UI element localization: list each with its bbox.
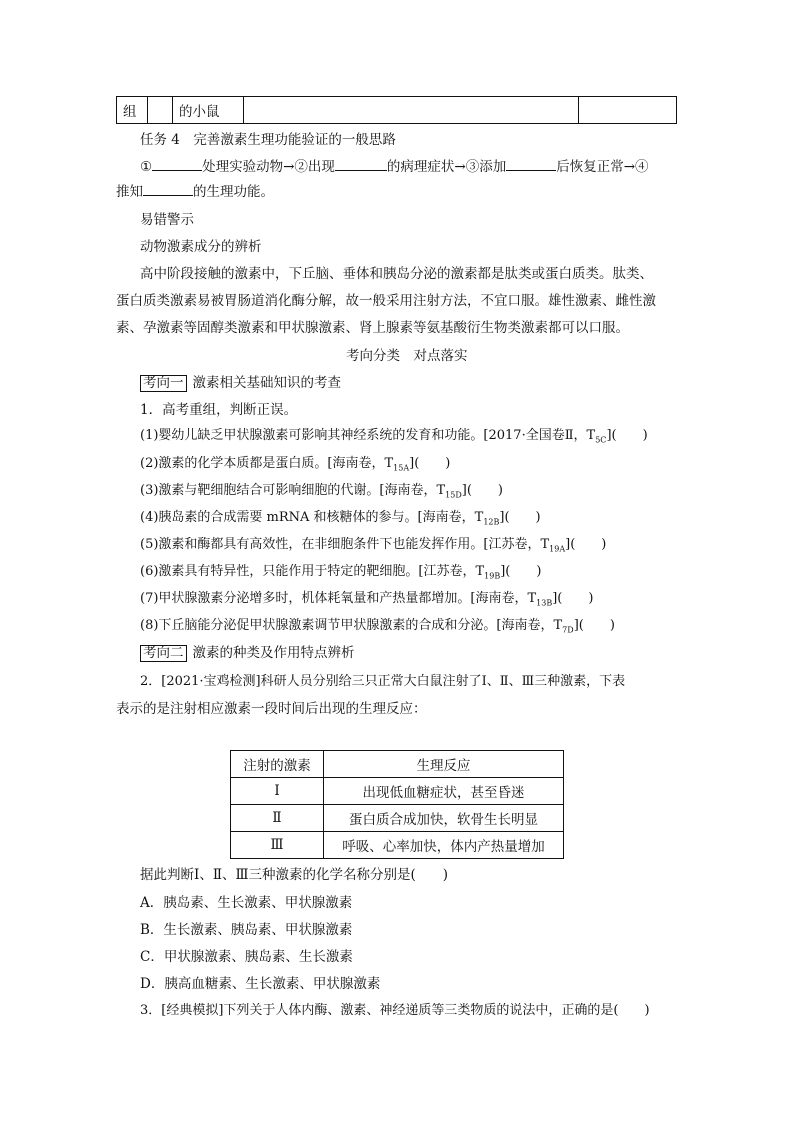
table-cell [244, 97, 579, 124]
judgement-item [140, 614, 615, 635]
fill-blank [506, 158, 556, 171]
item-end: ]( ) [409, 456, 451, 471]
item-text: (4)胰岛素的合成需要 mRNA 和核糖体的参与。[海南卷，T [140, 510, 484, 525]
task4-text: 处理实验动物→②出现 [202, 159, 335, 175]
task4-text: ① [140, 159, 153, 175]
task4-heading: 任务 4 完善激素生理功能验证的一般思路 [140, 132, 396, 148]
question2-stem-line: 表示的是注射相应激素一段时间后出现的生理反应： [116, 701, 427, 717]
item-text: (8)下丘脑能分泌促甲状腺激素调节甲状腺激素的合成和分泌。[海南卷，T [140, 618, 563, 633]
direction-title: 激素相关基础知识的考查 [192, 375, 341, 391]
table-header-row [231, 751, 564, 778]
item-text: (7)甲状腺激素分泌增多时，机体耗氧量和产热量都增加。[海南卷，T [140, 591, 537, 606]
item-sub: 15D [445, 490, 462, 500]
item-end: ]( ) [552, 591, 594, 606]
direction-tag: 考向一 [140, 375, 187, 392]
fill-blank [152, 158, 202, 171]
item-end: ]( ) [461, 483, 503, 498]
table-cell: 呼吸、心率加快，体内产热量增加 [324, 832, 564, 859]
judgement-item [140, 587, 593, 608]
task4-text: 推知 [116, 184, 143, 200]
warning-title: 易错警示 [140, 212, 194, 228]
warning-subtitle: 动物激素成分的辨析 [140, 239, 262, 255]
hormone-table [230, 750, 564, 859]
option-a: A．胰岛素、生长激素、甲状腺激素 [140, 895, 353, 911]
item-sub: 19B [484, 571, 501, 581]
table-header-cell: 生理反应 [324, 751, 564, 778]
item-end: ]( ) [500, 564, 542, 579]
option-d: D．胰高血糖素、生长激素、甲状腺激素 [140, 976, 381, 992]
direction2-header [140, 641, 355, 662]
item-sub: 13B [536, 598, 553, 608]
question3-stem: 3．[经典模拟]下列关于人体内酶、激素、神经递质等三类物质的说法中，正确的是( ) [140, 1003, 650, 1018]
item-text: (2)激素的化学本质都是蛋白质。[海南卷，T [140, 456, 394, 471]
item-end: ]( ) [499, 510, 541, 525]
item-sub: 15A [393, 463, 410, 473]
task4-text: 的生理功能。 [193, 184, 274, 200]
table-cell [579, 97, 677, 124]
table-row [231, 778, 564, 805]
item-sub: 12B [483, 517, 500, 527]
question1-stem: 1．高考重组，判断正误。 [140, 402, 298, 418]
judgement-item [140, 560, 541, 581]
direction1-header [140, 371, 341, 392]
item-text: (6)激素具有特异性，只能作用于特定的靶细胞。[江苏卷，T [140, 564, 485, 579]
table-cell: 蛋白质合成加快，软骨生长明显 [324, 805, 564, 832]
warning-paragraph-line: 蛋白质类激素易被胃肠道消化酶分解，故一般采用注射方法，不宜口服。雄性激素、雌性激 [116, 293, 656, 309]
item-text: (1)婴幼儿缺乏甲状腺激素可影响其神经系统的发育和功能。[2017·全国卷Ⅱ，T [140, 428, 596, 443]
task4-text: 后恢复正常→④ [556, 159, 649, 175]
item-text: (5)激素和酶都具有高效性，在非细胞条件下也能发挥作用。[江苏卷，T [140, 537, 550, 552]
judgement-item [140, 452, 450, 473]
fill-blank [143, 183, 193, 196]
question2-prompt: 据此判断Ⅰ、Ⅱ、Ⅲ三种激素的化学名称分别是( ) [140, 867, 449, 883]
item-text: (3)激素与靶细胞结合可影响细胞的代谢。[海南卷，T [140, 483, 446, 498]
table-row [231, 805, 564, 832]
direction-tag: 考向二 [140, 645, 187, 662]
task4-text: 的病理症状→③添加 [386, 159, 507, 175]
item-end: ]( ) [573, 618, 615, 633]
task4-line1 [140, 155, 649, 175]
option-b: B．生长激素、胰岛素、甲状腺激素 [140, 922, 353, 938]
item-sub: 7D [562, 625, 574, 635]
option-c: C．甲状腺激素、胰岛素、生长激素 [140, 949, 353, 965]
question2-stem-line: 2．[2021·宝鸡检测]科研人员分别给三只正常大白鼠注射了Ⅰ、Ⅱ、Ⅲ三种激素，下表 [140, 674, 626, 689]
table-cell: Ⅲ [231, 832, 324, 859]
fill-blank [335, 158, 387, 171]
item-end: ]( ) [565, 537, 607, 552]
judgement-item [140, 479, 503, 500]
table-cell: 出现低血糖症状，甚至昏迷 [324, 778, 564, 805]
table-cell: Ⅰ [231, 778, 324, 805]
task4-line2 [116, 180, 274, 200]
direction-title: 激素的种类及作用特点辨析 [192, 645, 355, 661]
table-cell: 组 [117, 97, 148, 124]
table-cell [148, 97, 173, 124]
judgement-item [140, 506, 541, 527]
judgement-item [140, 533, 606, 554]
warning-paragraph-line: 高中阶段接触的激素中，下丘脑、垂体和胰岛分泌的激素都是肽类或蛋白质类。肽类、 [140, 266, 653, 282]
section-title: 考向分类 对点落实 [346, 348, 468, 364]
table-row [231, 832, 564, 859]
top-table-fragment [116, 96, 677, 124]
table-cell: 的小鼠 [173, 97, 244, 124]
table-row [117, 97, 677, 124]
item-sub: 5C [595, 435, 607, 445]
warning-paragraph-line: 素、孕激素等固醇类激素和甲状腺激素、肾上腺素等氨基酸衍生物类激素都可以口服。 [116, 320, 629, 336]
table-cell: Ⅱ [231, 805, 324, 832]
item-end: ]( ) [606, 428, 648, 443]
item-sub: 19A [549, 544, 566, 554]
table-header-cell: 注射的激素 [231, 751, 324, 778]
judgement-item [140, 424, 648, 445]
